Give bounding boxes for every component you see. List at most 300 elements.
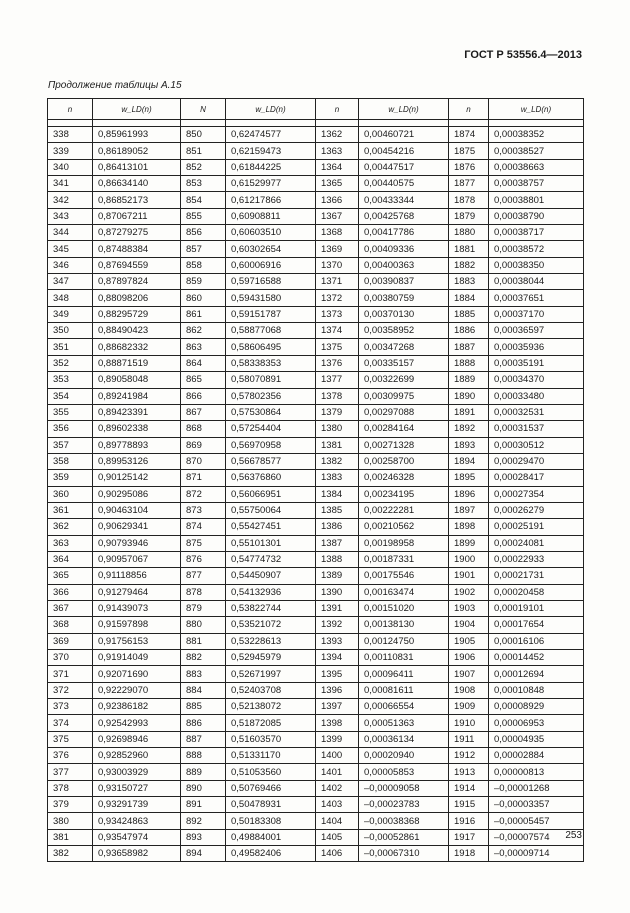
table-row bbox=[48, 192, 584, 208]
table-cell: 0,89953126 bbox=[93, 453, 181, 469]
table-row bbox=[48, 486, 584, 502]
table-cell: 1381 bbox=[316, 437, 359, 453]
table-cell: 1878 bbox=[449, 192, 489, 208]
table-cell: 0,50183308 bbox=[226, 813, 316, 829]
table-cell: 0,55427451 bbox=[226, 519, 316, 535]
table-cell: 0,00358952 bbox=[359, 323, 449, 339]
table-cell: 359 bbox=[48, 470, 93, 486]
table-cell: 1385 bbox=[316, 502, 359, 518]
table-cell: 1394 bbox=[316, 650, 359, 666]
table-cell: 1916 bbox=[449, 813, 489, 829]
table-cell: 0,00034370 bbox=[489, 372, 584, 388]
table-cell: 0,51603570 bbox=[226, 731, 316, 747]
table-cell: 1905 bbox=[449, 633, 489, 649]
table-row bbox=[48, 502, 584, 518]
table-cell: 1377 bbox=[316, 372, 359, 388]
col-header: n bbox=[48, 99, 93, 120]
table-cell: 0,93150727 bbox=[93, 780, 181, 796]
table-cell: 881 bbox=[181, 633, 226, 649]
table-cell: 381 bbox=[48, 829, 93, 845]
table-cell: 894 bbox=[181, 846, 226, 862]
table-cell: 1896 bbox=[449, 486, 489, 502]
table-cell: 0,00016106 bbox=[489, 633, 584, 649]
table-row bbox=[48, 355, 584, 371]
table-row bbox=[48, 731, 584, 747]
table-row bbox=[48, 633, 584, 649]
table-cell: 880 bbox=[181, 617, 226, 633]
col-header: w_LD(n) bbox=[226, 99, 316, 120]
table-cell: 891 bbox=[181, 797, 226, 813]
table-cell: 0,87067211 bbox=[93, 208, 181, 224]
table-cell: 0,91756153 bbox=[93, 633, 181, 649]
table-cell: 0,91279464 bbox=[93, 584, 181, 600]
table-cell: 873 bbox=[181, 502, 226, 518]
table-cell: 0,58606495 bbox=[226, 339, 316, 355]
table-cell: 1401 bbox=[316, 764, 359, 780]
table-cell: 0,00297088 bbox=[359, 404, 449, 420]
table-cell: 0,00081611 bbox=[359, 682, 449, 698]
table-cell: 352 bbox=[48, 355, 93, 371]
table-cell: 0,92071690 bbox=[93, 666, 181, 682]
table-cell: 0,90125142 bbox=[93, 470, 181, 486]
table-cell: 0,90629341 bbox=[93, 519, 181, 535]
table-cell: 0,00433344 bbox=[359, 192, 449, 208]
table-cell: 343 bbox=[48, 208, 93, 224]
table-cell: 346 bbox=[48, 257, 93, 273]
table-cell: 863 bbox=[181, 339, 226, 355]
table-cell: 1908 bbox=[449, 682, 489, 698]
header-row bbox=[48, 99, 584, 120]
table-cell: 0,60908811 bbox=[226, 208, 316, 224]
table-cell: 0,56678577 bbox=[226, 453, 316, 469]
table-cell: 0,59716588 bbox=[226, 274, 316, 290]
table-cell: 1396 bbox=[316, 682, 359, 698]
table-cell: 1387 bbox=[316, 535, 359, 551]
table-cell: 0,88098206 bbox=[93, 290, 181, 306]
table-cell: 0,53228613 bbox=[226, 633, 316, 649]
table-cell: 1901 bbox=[449, 568, 489, 584]
table-cell: 1403 bbox=[316, 797, 359, 813]
table-row bbox=[48, 372, 584, 388]
table-cell: 0,62159473 bbox=[226, 143, 316, 159]
table-cell: 1374 bbox=[316, 323, 359, 339]
table-cell: 0,00038717 bbox=[489, 225, 584, 241]
table-cell: 0,91597898 bbox=[93, 617, 181, 633]
table-cell: 1909 bbox=[449, 699, 489, 715]
table-cell: 0,93003929 bbox=[93, 764, 181, 780]
table-cell: 0,90793946 bbox=[93, 535, 181, 551]
table-row bbox=[48, 274, 584, 290]
table-cell: 887 bbox=[181, 731, 226, 747]
table-cell: 867 bbox=[181, 404, 226, 420]
table-cell: 1880 bbox=[449, 225, 489, 241]
table-cell: 0,58877068 bbox=[226, 323, 316, 339]
table-cell: 0,00036597 bbox=[489, 323, 584, 339]
table-cell: 1391 bbox=[316, 600, 359, 616]
table-cell: 0,87694559 bbox=[93, 257, 181, 273]
table-cell: 0,00246328 bbox=[359, 470, 449, 486]
table-cell: 378 bbox=[48, 780, 93, 796]
table-row bbox=[48, 666, 584, 682]
table-cell: 1914 bbox=[449, 780, 489, 796]
col-header: n bbox=[316, 99, 359, 120]
table-cell: 861 bbox=[181, 306, 226, 322]
table-cell: 859 bbox=[181, 274, 226, 290]
table-cell: 0,51331170 bbox=[226, 748, 316, 764]
table-row bbox=[48, 699, 584, 715]
table-cell: 0,59431580 bbox=[226, 290, 316, 306]
table-cell: 886 bbox=[181, 715, 226, 731]
table-cell: 0,57254404 bbox=[226, 421, 316, 437]
table-cell: 0,00036134 bbox=[359, 731, 449, 747]
table-cell: 1912 bbox=[449, 748, 489, 764]
table-cell: 0,00038352 bbox=[489, 127, 584, 143]
table-cell: 870 bbox=[181, 453, 226, 469]
table-cell: 1884 bbox=[449, 290, 489, 306]
table-cell: 375 bbox=[48, 731, 93, 747]
table-cell: 353 bbox=[48, 372, 93, 388]
table-row bbox=[48, 748, 584, 764]
table-cell: 1389 bbox=[316, 568, 359, 584]
table-cell: 1363 bbox=[316, 143, 359, 159]
table-cell: –0,00038368 bbox=[359, 813, 449, 829]
table-cell: 0,00038757 bbox=[489, 176, 584, 192]
table-cell: 884 bbox=[181, 682, 226, 698]
table-cell: 860 bbox=[181, 290, 226, 306]
table-cell: 0,00258700 bbox=[359, 453, 449, 469]
table-cell: 0,00017654 bbox=[489, 617, 584, 633]
table-cell: 0,00037170 bbox=[489, 306, 584, 322]
table-cell: 883 bbox=[181, 666, 226, 682]
table-caption: Продолжение таблицы А.15 bbox=[48, 80, 182, 91]
table-cell: 1915 bbox=[449, 797, 489, 813]
table-cell: 0,93547974 bbox=[93, 829, 181, 845]
table-cell: 0,52403708 bbox=[226, 682, 316, 698]
table-cell: 0,00024081 bbox=[489, 535, 584, 551]
table-cell: 0,00187331 bbox=[359, 551, 449, 567]
table-cell: 0,52945979 bbox=[226, 650, 316, 666]
table-row bbox=[48, 257, 584, 273]
table-cell: 1899 bbox=[449, 535, 489, 551]
table-row bbox=[48, 797, 584, 813]
table-cell: 1885 bbox=[449, 306, 489, 322]
table-cell: 1402 bbox=[316, 780, 359, 796]
table-cell: 0,00284164 bbox=[359, 421, 449, 437]
table-cell: 885 bbox=[181, 699, 226, 715]
table-cell: 351 bbox=[48, 339, 93, 355]
table-cell: 0,88871519 bbox=[93, 355, 181, 371]
table-cell: –0,00023783 bbox=[359, 797, 449, 813]
table-cell: 0,00370130 bbox=[359, 306, 449, 322]
table-cell: 0,00322699 bbox=[359, 372, 449, 388]
table-cell: 0,86189052 bbox=[93, 143, 181, 159]
table-cell: 1399 bbox=[316, 731, 359, 747]
table-cell: 858 bbox=[181, 257, 226, 273]
table-cell: 0,88682332 bbox=[93, 339, 181, 355]
table-cell: 367 bbox=[48, 600, 93, 616]
table-row bbox=[48, 127, 584, 143]
table-cell: 0,60302654 bbox=[226, 241, 316, 257]
table-row bbox=[48, 519, 584, 535]
table-cell: 0,00038663 bbox=[489, 159, 584, 175]
table-cell: 0,87488384 bbox=[93, 241, 181, 257]
table-cell: 0,54774732 bbox=[226, 551, 316, 567]
table-cell: 1370 bbox=[316, 257, 359, 273]
table-cell: 0,00014452 bbox=[489, 650, 584, 666]
table-cell: 865 bbox=[181, 372, 226, 388]
table-cell: 1365 bbox=[316, 176, 359, 192]
table-cell: 0,00010848 bbox=[489, 682, 584, 698]
table-cell: 356 bbox=[48, 421, 93, 437]
table-cell: 1891 bbox=[449, 404, 489, 420]
table-cell: 1405 bbox=[316, 829, 359, 845]
table-cell: 1895 bbox=[449, 470, 489, 486]
table-cell: 0,91914049 bbox=[93, 650, 181, 666]
table-cell: 1889 bbox=[449, 372, 489, 388]
table-cell: 0,87897824 bbox=[93, 274, 181, 290]
table-cell: 0,50478931 bbox=[226, 797, 316, 813]
table-cell: 1913 bbox=[449, 764, 489, 780]
table-row bbox=[48, 780, 584, 796]
table-cell: 1367 bbox=[316, 208, 359, 224]
table-cell: 1380 bbox=[316, 421, 359, 437]
table-cell: 0,00012694 bbox=[489, 666, 584, 682]
table-cell: 869 bbox=[181, 437, 226, 453]
table-cell: 1900 bbox=[449, 551, 489, 567]
table-cell: 0,86852173 bbox=[93, 192, 181, 208]
table-cell: 0,00271328 bbox=[359, 437, 449, 453]
table-cell: 1882 bbox=[449, 257, 489, 273]
table-cell: 864 bbox=[181, 355, 226, 371]
document-code: ГОСТ Р 53556.4—2013 bbox=[464, 49, 582, 61]
table-cell: 0,89241984 bbox=[93, 388, 181, 404]
table-cell: 890 bbox=[181, 780, 226, 796]
table-cell: 866 bbox=[181, 388, 226, 404]
table-cell: 0,86634140 bbox=[93, 176, 181, 192]
table-cell: 0,58338353 bbox=[226, 355, 316, 371]
table-row bbox=[48, 241, 584, 257]
table-cell: 0,00032531 bbox=[489, 404, 584, 420]
table-cell: 349 bbox=[48, 306, 93, 322]
table-cell: 363 bbox=[48, 535, 93, 551]
table-cell: 361 bbox=[48, 502, 93, 518]
table-cell: 0,00309975 bbox=[359, 388, 449, 404]
table-cell: 0,00175546 bbox=[359, 568, 449, 584]
table-cell: 872 bbox=[181, 486, 226, 502]
table-cell: 876 bbox=[181, 551, 226, 567]
table-cell: 0,00110831 bbox=[359, 650, 449, 666]
table-cell: 0,88490423 bbox=[93, 323, 181, 339]
table-cell: 365 bbox=[48, 568, 93, 584]
table-cell: 878 bbox=[181, 584, 226, 600]
table-cell: 379 bbox=[48, 797, 93, 813]
table-cell: 0,00138130 bbox=[359, 617, 449, 633]
table-cell: 0,57530864 bbox=[226, 404, 316, 420]
table-cell: 0,00390837 bbox=[359, 274, 449, 290]
table-cell: 1903 bbox=[449, 600, 489, 616]
table-cell: 1881 bbox=[449, 241, 489, 257]
table-cell: 0,57802356 bbox=[226, 388, 316, 404]
table-cell: 1404 bbox=[316, 813, 359, 829]
table-cell: 1388 bbox=[316, 551, 359, 567]
table-cell: 0,86413101 bbox=[93, 159, 181, 175]
table-cell: 1874 bbox=[449, 127, 489, 143]
table-cell: 0,53521072 bbox=[226, 617, 316, 633]
table-cell: 0,55750064 bbox=[226, 502, 316, 518]
table-cell: 0,00027354 bbox=[489, 486, 584, 502]
table-cell: 1918 bbox=[449, 846, 489, 862]
table-cell: –0,00009714 bbox=[489, 846, 584, 862]
table-cell: 1906 bbox=[449, 650, 489, 666]
table-row bbox=[48, 306, 584, 322]
table-cell: 1395 bbox=[316, 666, 359, 682]
table-row bbox=[48, 715, 584, 731]
table-cell: –0,00005457 bbox=[489, 813, 584, 829]
table-cell: 855 bbox=[181, 208, 226, 224]
table-cell: 1400 bbox=[316, 748, 359, 764]
table-cell: 0,91118856 bbox=[93, 568, 181, 584]
table-cell: 1910 bbox=[449, 715, 489, 731]
table-cell: 342 bbox=[48, 192, 93, 208]
table-cell: 0,00440575 bbox=[359, 176, 449, 192]
table-cell: 0,00038350 bbox=[489, 257, 584, 273]
table-row bbox=[48, 404, 584, 420]
table-cell: 1886 bbox=[449, 323, 489, 339]
table-cell: 1393 bbox=[316, 633, 359, 649]
table-cell: 1902 bbox=[449, 584, 489, 600]
table-cell: 1382 bbox=[316, 453, 359, 469]
table-cell: 1877 bbox=[449, 176, 489, 192]
table-cell: 0,00409336 bbox=[359, 241, 449, 257]
table-cell: 0,52671997 bbox=[226, 666, 316, 682]
table-cell: 0,93291739 bbox=[93, 797, 181, 813]
table-row bbox=[48, 143, 584, 159]
table-cell: 0,00038801 bbox=[489, 192, 584, 208]
table-cell: 1887 bbox=[449, 339, 489, 355]
table-cell: 354 bbox=[48, 388, 93, 404]
table-cell: 1398 bbox=[316, 715, 359, 731]
table-row bbox=[48, 764, 584, 780]
table-cell: 1390 bbox=[316, 584, 359, 600]
table-cell: 0,00447517 bbox=[359, 159, 449, 175]
table-cell: 0,00030512 bbox=[489, 437, 584, 453]
table-row bbox=[48, 535, 584, 551]
table-cell: 0,49884001 bbox=[226, 829, 316, 845]
table-cell: 857 bbox=[181, 241, 226, 257]
table-row bbox=[48, 650, 584, 666]
table-cell: 0,51872085 bbox=[226, 715, 316, 731]
table-cell: 1369 bbox=[316, 241, 359, 257]
spacer-row bbox=[48, 120, 584, 127]
table-row bbox=[48, 568, 584, 584]
table-cell: 0,00066554 bbox=[359, 699, 449, 715]
table-cell: 0,00347268 bbox=[359, 339, 449, 355]
table-cell: 0,85961993 bbox=[93, 127, 181, 143]
table-cell: 1368 bbox=[316, 225, 359, 241]
table-cell: 0,00004935 bbox=[489, 731, 584, 747]
table-cell: 1893 bbox=[449, 437, 489, 453]
table-cell: 1372 bbox=[316, 290, 359, 306]
table-cell: 0,00035936 bbox=[489, 339, 584, 355]
table-cell: 1907 bbox=[449, 666, 489, 682]
table-cell: 1917 bbox=[449, 829, 489, 845]
table-cell: 0,92542993 bbox=[93, 715, 181, 731]
table-cell: 0,56970958 bbox=[226, 437, 316, 453]
table-cell: 0,56066951 bbox=[226, 486, 316, 502]
table-cell: 0,92386182 bbox=[93, 699, 181, 715]
table-cell: 851 bbox=[181, 143, 226, 159]
table-cell: 0,89423391 bbox=[93, 404, 181, 420]
table-cell: 0,61844225 bbox=[226, 159, 316, 175]
table-cell: 0,60603510 bbox=[226, 225, 316, 241]
table-cell: 0,50769466 bbox=[226, 780, 316, 796]
table-row bbox=[48, 600, 584, 616]
table-cell: 0,90463104 bbox=[93, 502, 181, 518]
table-cell: 0,00460721 bbox=[359, 127, 449, 143]
table-cell: 0,00425768 bbox=[359, 208, 449, 224]
table-cell: 0,00210562 bbox=[359, 519, 449, 535]
table-cell: 0,00008929 bbox=[489, 699, 584, 715]
table-cell: 347 bbox=[48, 274, 93, 290]
table-row bbox=[48, 584, 584, 600]
table-cell: 0,58070891 bbox=[226, 372, 316, 388]
table-row bbox=[48, 829, 584, 845]
table-cell: 0,00234195 bbox=[359, 486, 449, 502]
table-cell: 882 bbox=[181, 650, 226, 666]
table-cell: 1378 bbox=[316, 388, 359, 404]
table-cell: 1392 bbox=[316, 617, 359, 633]
table-cell: 0,00222281 bbox=[359, 502, 449, 518]
table-cell: 376 bbox=[48, 748, 93, 764]
table-cell: 0,00198958 bbox=[359, 535, 449, 551]
table-cell: 892 bbox=[181, 813, 226, 829]
table-row bbox=[48, 388, 584, 404]
table-cell: 0,00019101 bbox=[489, 600, 584, 616]
table-cell: 0,54450907 bbox=[226, 568, 316, 584]
table-cell: 0,00031537 bbox=[489, 421, 584, 437]
table-row bbox=[48, 682, 584, 698]
table-cell: 366 bbox=[48, 584, 93, 600]
table-cell: 0,93424863 bbox=[93, 813, 181, 829]
table-cell: 1898 bbox=[449, 519, 489, 535]
table-cell: 1892 bbox=[449, 421, 489, 437]
table-cell: 877 bbox=[181, 568, 226, 584]
table-cell: 344 bbox=[48, 225, 93, 241]
table-cell: 345 bbox=[48, 241, 93, 257]
table-row bbox=[48, 225, 584, 241]
table-cell: 0,00037651 bbox=[489, 290, 584, 306]
table-cell: 0,00400363 bbox=[359, 257, 449, 273]
table-cell: 1376 bbox=[316, 355, 359, 371]
table-cell: 355 bbox=[48, 404, 93, 420]
table-cell: 889 bbox=[181, 764, 226, 780]
table-row bbox=[48, 551, 584, 567]
table-cell: 373 bbox=[48, 699, 93, 715]
table-cell: 0,89058048 bbox=[93, 372, 181, 388]
table-cell: 0,53822744 bbox=[226, 600, 316, 616]
table-cell: 0,52138072 bbox=[226, 699, 316, 715]
table-cell: 874 bbox=[181, 519, 226, 535]
table-cell: 364 bbox=[48, 551, 93, 567]
table-cell: –0,00009058 bbox=[359, 780, 449, 796]
table-row bbox=[48, 453, 584, 469]
table-cell: 852 bbox=[181, 159, 226, 175]
table-cell: 357 bbox=[48, 437, 93, 453]
table-cell: 382 bbox=[48, 846, 93, 862]
table-cell: 348 bbox=[48, 290, 93, 306]
table-cell: 0,00020458 bbox=[489, 584, 584, 600]
table-cell: 1364 bbox=[316, 159, 359, 175]
